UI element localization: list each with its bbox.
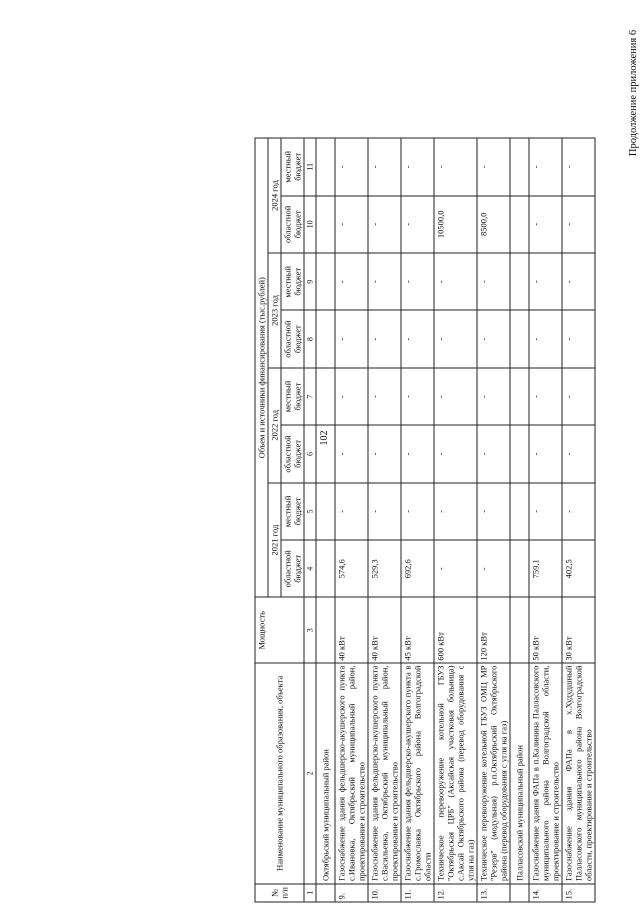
object-name: Газоснабжение здания фельдшерско-акушерского пункта с.Васильевка, Октябрьский муниципальный район, проектирование и строительство [368, 663, 401, 883]
funding-value: - [562, 483, 595, 540]
header-regional-2024: областной бюджет [281, 196, 304, 253]
table-row [529, 138, 562, 902]
cell-empty [316, 138, 335, 196]
funding-value: - [401, 138, 434, 196]
funding-value: - [368, 253, 401, 310]
column-number: 11 [304, 138, 316, 196]
cell-empty [316, 540, 335, 597]
cell-empty [510, 425, 529, 482]
column-number: 5 [304, 483, 316, 540]
funding-value: - [368, 425, 401, 482]
funding-value: - [401, 196, 434, 253]
financing-table [255, 138, 596, 903]
funding-value: - [434, 253, 477, 310]
cell-empty [316, 884, 335, 902]
cell-empty [510, 310, 529, 367]
cell-empty [316, 253, 335, 310]
funding-value: - [562, 425, 595, 482]
funding-value: - [562, 138, 595, 196]
page-number: 102 [319, 430, 330, 446]
object-power: 600 кВт [434, 597, 477, 663]
section-title: Октябрьский муниципальный район [316, 663, 335, 883]
cell-empty [510, 483, 529, 540]
funding-value: 759,1 [529, 540, 562, 597]
funding-value: - [477, 310, 510, 367]
cell-empty [316, 425, 335, 482]
column-number: 10 [304, 196, 316, 253]
funding-value: - [477, 253, 510, 310]
continuation-caption: Продолжение приложения 6 [628, 29, 639, 157]
header-local-2024: местный бюджет [281, 138, 304, 196]
column-number: 8 [304, 310, 316, 367]
section-row [316, 138, 335, 902]
row-number: 12. [434, 884, 477, 902]
funding-value: - [477, 483, 510, 540]
table-row [434, 138, 477, 902]
header-power: Мощность [255, 597, 304, 663]
column-number: 7 [304, 368, 316, 425]
funding-value: - [529, 253, 562, 310]
row-number: 15. [562, 884, 595, 902]
cell-empty [316, 196, 335, 253]
row-number: 9. [335, 884, 368, 902]
object-power: 50 кВт [529, 597, 562, 663]
funding-value: - [434, 368, 477, 425]
funding-value: - [562, 368, 595, 425]
row-number: 11. [401, 884, 434, 902]
object-name: Газоснабжение здания фельдшерско-акушерского пункта в с.Громославка Октябрьского района Волгоградской области [401, 663, 434, 883]
section-title: Палласовский муниципальный район [510, 663, 529, 883]
column-number: 9 [304, 253, 316, 310]
funding-value: - [335, 483, 368, 540]
cell-empty [510, 540, 529, 597]
section-row [510, 138, 529, 902]
funding-value: - [529, 483, 562, 540]
funding-value: 692,6 [401, 540, 434, 597]
header-regional-2023: областной бюджет [281, 310, 304, 367]
header-year-2021: 2021 год [268, 483, 281, 598]
object-name: Газоснабжение здания ФАПа в п.Калинина Палласовского муниципального района Волгоградской области, проектирование и строительство [529, 663, 562, 883]
funding-value: - [335, 196, 368, 253]
table-row [562, 138, 595, 902]
table-row [477, 138, 510, 902]
funding-value: - [434, 540, 477, 597]
header-funding: Объем и источники финансирования (тыс.рублей) [255, 138, 268, 597]
table-row [335, 138, 368, 902]
cell-empty [316, 597, 335, 663]
column-number: 6 [304, 425, 316, 482]
funding-value: - [529, 138, 562, 196]
object-power: 120 кВт [477, 597, 510, 663]
funding-value: - [477, 368, 510, 425]
funding-value: 529,3 [368, 540, 401, 597]
funding-value: - [477, 138, 510, 196]
header-regional-2022: областной бюджет [281, 425, 304, 482]
column-number-row [304, 138, 316, 902]
cell-empty [316, 368, 335, 425]
funding-value: - [368, 196, 401, 253]
column-number: 3 [304, 597, 316, 663]
funding-value: - [401, 368, 434, 425]
funding-value: - [401, 310, 434, 367]
funding-value: - [434, 425, 477, 482]
cell-empty [510, 196, 529, 253]
cell-empty [510, 138, 529, 196]
header-local-2022: местный бюджет [281, 368, 304, 425]
funding-value: - [335, 253, 368, 310]
header-row-1 [255, 138, 268, 902]
funding-value: - [368, 368, 401, 425]
funding-value: 8500,0 [477, 196, 510, 253]
header-regional-2021: областной бюджет [281, 540, 304, 597]
funding-value: - [401, 253, 434, 310]
header-local-2023: местный бюджет [281, 253, 304, 310]
funding-value: - [335, 368, 368, 425]
cell-empty [510, 597, 529, 663]
funding-value: - [368, 138, 401, 196]
funding-value: - [434, 310, 477, 367]
header-year-2022: 2022 год [268, 368, 281, 483]
table-row [401, 138, 434, 902]
funding-value: - [529, 196, 562, 253]
object-name: Газоснабжение здания фельдшерско-акушерского пункта с.Ивановка, Октябрьский муниципальный район, проектирование и строительство [335, 663, 368, 883]
row-number: 13. [477, 884, 510, 902]
header-year-2023: 2023 год [268, 253, 281, 368]
funding-value: - [335, 310, 368, 367]
cell-empty [316, 483, 335, 540]
cell-empty [510, 368, 529, 425]
funding-value: - [434, 138, 477, 196]
funding-value: - [368, 310, 401, 367]
cell-empty [510, 884, 529, 902]
funding-value: - [368, 483, 401, 540]
cell-empty [316, 310, 335, 367]
row-number: 10. [368, 884, 401, 902]
object-name: Техническое перевооружение котельной ГБУЗ ОМЦ МР "Резерв" (модульная) р.п.Октябрьский Октябрьского района (перевод оборудования с угля на газ) [477, 663, 510, 883]
funding-value: - [477, 425, 510, 482]
object-name: Газоснабжение здания ФАПа в х.Худудшный Палласовского муниципального района Волгоградской области, проектирование и строительство [562, 663, 595, 883]
object-power: 40 кВт [335, 597, 368, 663]
header-num: № п/п [255, 884, 304, 902]
funding-value: - [529, 368, 562, 425]
funding-value: - [562, 196, 595, 253]
column-number: 4 [304, 540, 316, 597]
object-power: 30 кВт [562, 597, 595, 663]
funding-value: - [477, 540, 510, 597]
table-row [368, 138, 401, 902]
column-number: 2 [304, 663, 316, 883]
funding-value: - [401, 483, 434, 540]
object-power: 40 кВт [368, 597, 401, 663]
funding-value: - [529, 310, 562, 367]
row-number: 14. [529, 884, 562, 902]
object-name: Техническое перевооружение котельной ГБУЗ "Октябрьская ЦРБ" (Аксайская участковая больница) с.Аксай Октябрьского района (перевод оборудования с угля на газ) [434, 663, 477, 883]
funding-value: 574,6 [335, 540, 368, 597]
funding-value: - [335, 425, 368, 482]
funding-value: - [562, 310, 595, 367]
object-power: 45 кВт [401, 597, 434, 663]
funding-value: - [335, 138, 368, 196]
financing-table-sheet [255, 138, 640, 903]
header-local-2021: местный бюджет [281, 483, 304, 540]
funding-value: 10500,0 [434, 196, 477, 253]
funding-value: - [529, 425, 562, 482]
header-year-2024: 2024 год [268, 138, 281, 253]
table-body [255, 138, 595, 902]
funding-value: 402,5 [562, 540, 595, 597]
header-name: Наименование муниципального образования, объекта [255, 663, 304, 883]
column-number: 1 [304, 884, 316, 902]
funding-value: - [401, 425, 434, 482]
cell-empty [510, 253, 529, 310]
funding-value: - [562, 253, 595, 310]
funding-value: - [434, 483, 477, 540]
